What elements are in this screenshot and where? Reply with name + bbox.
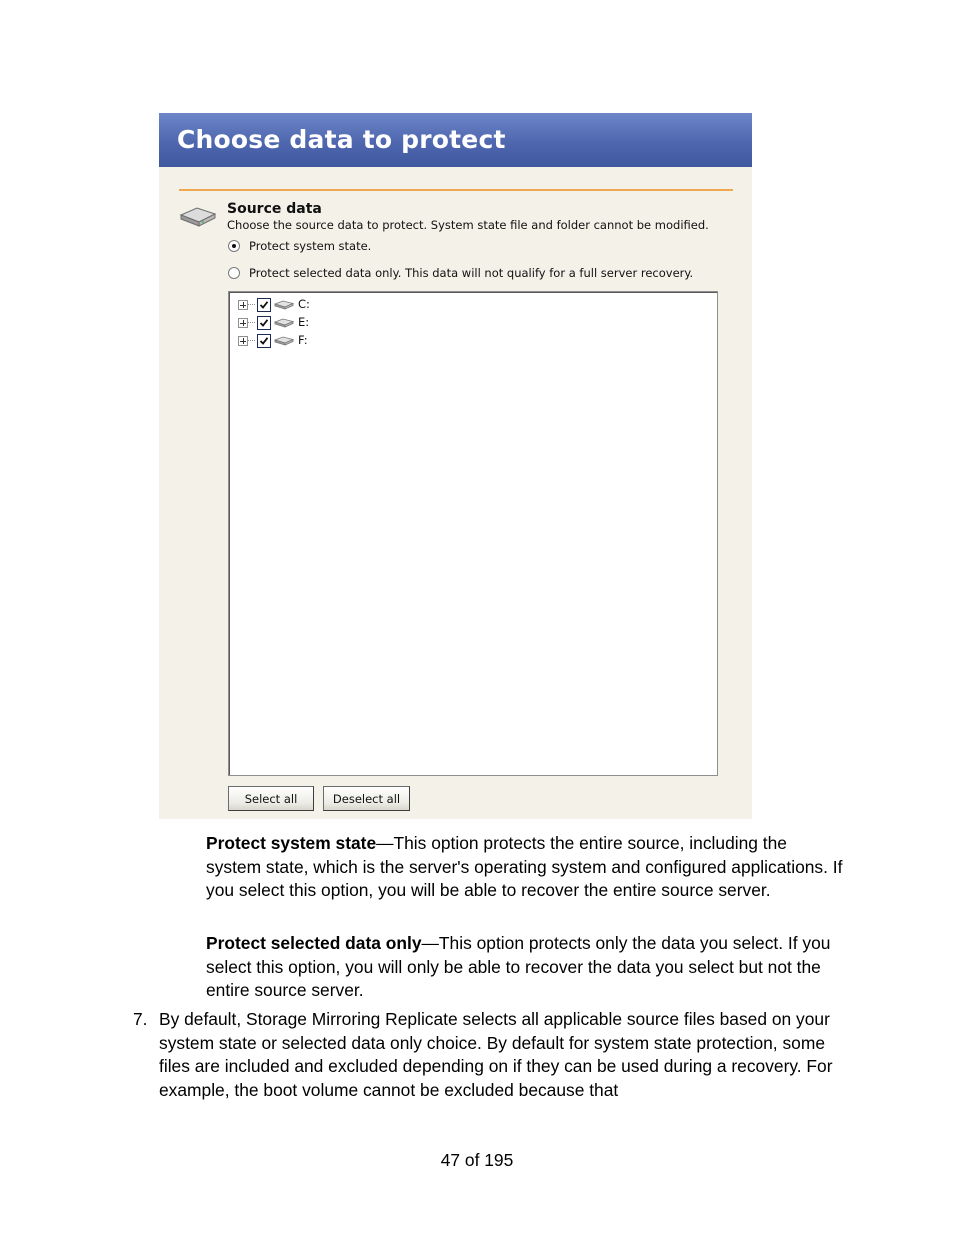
option2-term: Protect selected data only: [206, 933, 422, 953]
drive-icon: [274, 318, 294, 328]
option2-description: [206, 932, 846, 1003]
radio-label: Protect system state.: [249, 239, 372, 253]
tree-item-drive[interactable]: [238, 315, 358, 331]
select-all-button[interactable]: Select all: [228, 786, 314, 811]
option2-text: —This option protects only the data you select. If you select this option, you will only be able to recover the data you select but not the entire source server.: [206, 933, 831, 1000]
radio-button[interactable]: [228, 267, 240, 279]
tree-item-drive[interactable]: [238, 297, 358, 313]
dialog-title: Choose data to protect: [177, 125, 506, 154]
expand-icon[interactable]: [238, 318, 248, 328]
expand-icon[interactable]: [238, 300, 248, 310]
choose-data-dialog: [159, 113, 752, 819]
radio-label: Protect selected data only. This data will not qualify for a full server recovery.: [249, 266, 694, 280]
dialog-header: [159, 113, 752, 167]
section-title: Source data: [227, 201, 322, 217]
option1-text: —This option protects the entire source, including the system state, which is the server's operating system and configured applications. If you select this option, you will be able to recover the entire source server.: [206, 833, 843, 900]
section-description: Choose the source data to protect. System state file and folder cannot be modified.: [227, 218, 709, 232]
expand-icon[interactable]: [238, 336, 248, 346]
source-tree-view[interactable]: [228, 291, 718, 776]
tree-item-drive[interactable]: [238, 333, 358, 349]
step-number: 7.: [133, 1009, 148, 1029]
drive-label: C:: [298, 297, 310, 311]
header-divider: [179, 189, 733, 191]
drive-label: F:: [298, 333, 308, 347]
drive-checkbox[interactable]: [257, 334, 271, 348]
drive-label: E:: [298, 315, 310, 329]
drive-icon: [274, 336, 294, 346]
radio-button-selected[interactable]: [228, 240, 240, 252]
drive-icon: [274, 300, 294, 310]
hard-drive-icon: [179, 205, 217, 229]
page-number: 47 of 195: [440, 1150, 514, 1170]
step-text: By default, Storage Mirroring Replicate selects all applicable source files based on your system state or selected data only choice. By default for system state protection, some files are included and excluded depending on if they can be used during a recovery. For example, the boot volume cannot be excluded because that: [159, 1009, 833, 1100]
deselect-all-button[interactable]: Deselect all: [323, 786, 410, 811]
option1-description: [206, 832, 846, 903]
drive-checkbox[interactable]: [257, 316, 271, 330]
drive-checkbox[interactable]: [257, 298, 271, 312]
option1-term: Protect system state: [206, 833, 377, 853]
